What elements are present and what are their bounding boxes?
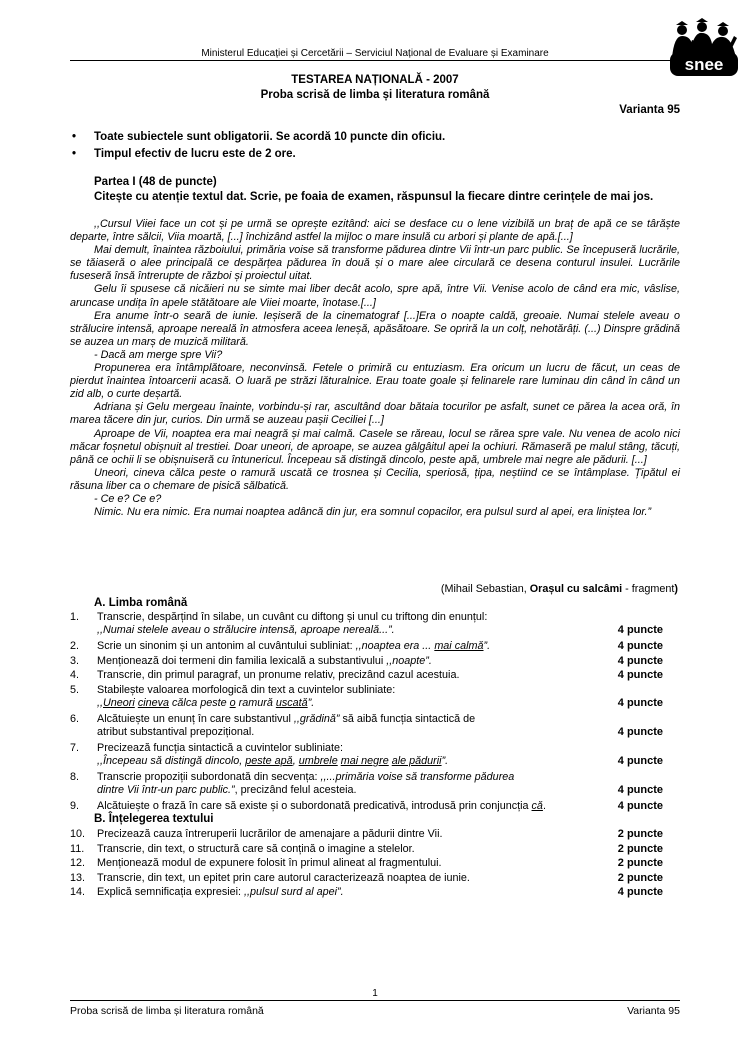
points: 4 puncte [617, 669, 663, 681]
points: 4 puncte [617, 755, 663, 767]
question-4: 4. Transcrie, din primul paragraf, un pronume relativ, precizând cazul acestuia. 4 puncte [70, 669, 663, 681]
points: 4 puncte [617, 640, 663, 652]
header-ministry: Ministerul Educației și Cercetării – Serviciul Național de Evaluare și Examinare [201, 48, 549, 59]
points: 2 puncte [617, 843, 663, 855]
question-14: 14. Explică semnificația expresiei: ,,pulsul surd al apei”. 4 puncte [70, 886, 663, 898]
section-a-title: A. Limba română [94, 597, 188, 609]
header-divider [70, 60, 680, 61]
text-paragraph: - Dacă am merge spre Vii? [94, 348, 223, 361]
question-1: 1. Transcrie, despărțind în silabe, un cuvânt cu diftong și unul cu triftong din enunțul: ,,Numai stelele aveau o strălucire intensă, aproape nereală...”. 4 puncte [70, 611, 663, 636]
snee-logo [668, 18, 740, 78]
text-paragraph: Uneori, cineva călca peste o ramură uscată ce trosnea și Cecilia, speriosă, țipa, neștiind ce se întâmplase. Țipătul ei răsuna liber ca o chemare de pisică sălbatică. [70, 466, 680, 492]
text-source: (Mihail Sebastian, Orașul cu salcâmi - fragment) [440, 583, 678, 595]
question-6: 6. Alcătuiește un enunț în care substantivul ,,grădină” să aibă funcția sintactică de atribut substantival prepozițional. 4 puncte [70, 713, 663, 738]
points: 4 puncte [617, 697, 663, 709]
points: 4 puncte [617, 886, 663, 898]
text-paragraph: Aproape de Vii, noaptea era mai neagră și mai calmă. Casele se răreau, locul se rărea spre vale. Nu venea de acolo nici măcar foșnetul obișnuit al trestiei. Doar uneori, de aproape, se auzea gâlgâitul apei la ochiuri. Rămaseră pe malul stâng, tăcuți, până ce ochii li se obișnuiseră cu întunericul. Începeau să distingă dincolo, peste apă, umbrele mai negre ale pădurii. [...] [70, 427, 680, 466]
text-paragraph: Mai demult, înaintea războiului, primăria voise să transforme pădurea dintre Vii într-un parc public. Se începuseră lucrările, se tăiaseră o alee principală ce despărțea pădurea în două și o mare alee circulară ce desena conturul insulei. Lucrările fuseseră însă întrerupte de război și proiectul uitat. [70, 244, 680, 283]
points: 2 puncte [617, 828, 663, 840]
question-5: 5. Stabilește valoarea morfologică din text a cuvintelor subliniate: ,,Uneori cineva călca peste o ramură uscată”. 4 puncte [70, 684, 663, 709]
points: 4 puncte [617, 655, 663, 667]
text-paragraph: Adriana și Gelu mergeau înainte, vorbindu-și rar, ascultând doar bătaia tocurilor pe asfalt, sunet ce părea la acea oră, în marea tăcere din jur, curios. Din urmă se auzeau pașii Ceciliei [...] [70, 401, 680, 427]
instructions-list [70, 131, 680, 165]
text-paragraph: - Ce e? Ce e? [94, 492, 162, 505]
exam-subtitle: Proba scrisă de limba și literatura română [260, 89, 490, 101]
page-number: 1 [372, 988, 378, 999]
points: 2 puncte [617, 872, 663, 884]
text-paragraph: Propunerea era întâmplătoare, neconvinsă. Fetele o primiră cu entuziasm. Era oricum un lucru de făcut, un ceas de pierdut înaintea întoarcerii acasă. O luară pe străzi lăturalnice. Erau toate goale și felinarele rare luminau din când în când un zid alb, o curte deșartă. [70, 362, 680, 401]
exam-title: TESTAREA NAȚIONALĂ - 2007 [291, 74, 459, 86]
points: 4 puncte [617, 784, 663, 796]
question-11: 11. Transcrie, din text, o structură care să conțină o imagine a stelelor. 2 puncte [70, 843, 663, 855]
question-13: 13. Transcrie, din text, un epitet prin care autorul caracterizează noaptea de iunie. 2 puncte [70, 872, 663, 884]
question-7: 7. Precizează funcția sintactică a cuvintelor subliniate: ,,Începeau să distingă dincolo, peste apă, umbrele mai negre ale pădurii”. 4 puncte [70, 742, 663, 767]
footer-variant: Varianta 95 [627, 1005, 680, 1017]
question-12: 12. Menționează modul de expunere folosit în primul alineat al fragmentului. 2 puncte [70, 857, 663, 869]
variant-label: Varianta 95 [619, 104, 680, 116]
points: 2 puncte [617, 857, 663, 869]
part-instruction: Citește cu atenție textul dat. Scrie, pe foaia de examen, răspunsul la fiecare dintre cerințele de mai jos. [94, 191, 654, 203]
points: 4 puncte [617, 726, 663, 738]
logo-text: snee [684, 55, 724, 74]
points: 4 puncte [617, 624, 663, 636]
question-3: 3. Menționează doi termeni din familia lexicală a substantivului ,,noapte”. 4 puncte [70, 655, 663, 667]
points: 4 puncte [617, 800, 663, 812]
bullet-item: • Timpul efectiv de lucru este de 2 ore. [70, 148, 680, 165]
part-title: Partea I (48 de puncte) [94, 176, 217, 188]
question-8: 8. Transcrie propoziții subordonată din secvența: ,,...primăria voise să transforme pădurea dintre Vii într-un parc public.”, precizând felul acesteia. 4 puncte [70, 771, 663, 796]
literary-text [70, 218, 680, 519]
question-9: 9. Alcătuiește o frază în care să existe și o subordonată predicativă, introdusă prin conjuncția că. 4 puncte [70, 800, 663, 812]
bullet-item: • Toate subiectele sunt obligatorii. Se acordă 10 puncte din oficiu. [70, 131, 680, 148]
footer-divider [70, 1000, 680, 1001]
text-paragraph: Gelu îi spusese că nicăieri nu se simte mai liber decât acolo, spre apă, între Vii. Venise acolo de când era mic, vâslise, aruncase undița în apele stătătoare ale Viiei moarte, înotase.[...] [70, 283, 680, 309]
text-paragraph: Era anume într-o seară de iunie. Ieșiseră de la cinematograf [...]Era o noapte caldă, greoaie. Numai stelele aveau o strălucire intensă, aproape nereală în atmosfera aceea leneșă, apăsătoare. Se opriră la un colț, nehotărâți. (...) Dinspre grădină se auzea un marș de muzică militară. [70, 309, 680, 348]
section-b-title: B. Înțelegerea textului [94, 813, 214, 825]
footer-title: Proba scrisă de limba și literatura română [70, 1005, 264, 1017]
question-10: 10. Precizează cauza întreruperii lucrărilor de amenajare a pădurii dintre Vii. 2 puncte [70, 828, 663, 840]
text-paragraph: ,,Cursul Viiei face un cot și pe urmă se oprește ezitând: aici se desface cu o lene vizibilă un braț de apă ce se târăște departe, între sălcii, Viia moartă, [...] închizând astfel la mijloc o mare insulă cu arbori și plante de apă.[...] [70, 218, 680, 244]
question-2: 2. Scrie un sinonim și un antonim al cuvântului subliniat: ,,noaptea era ... mai calmă”. 4 puncte [70, 640, 663, 652]
text-paragraph: Nimic. Nu era nimic. Era numai noaptea adâncă din jur, era somnul copacilor, era pulsul surd al apei, era liniștea lor.” [94, 506, 652, 519]
